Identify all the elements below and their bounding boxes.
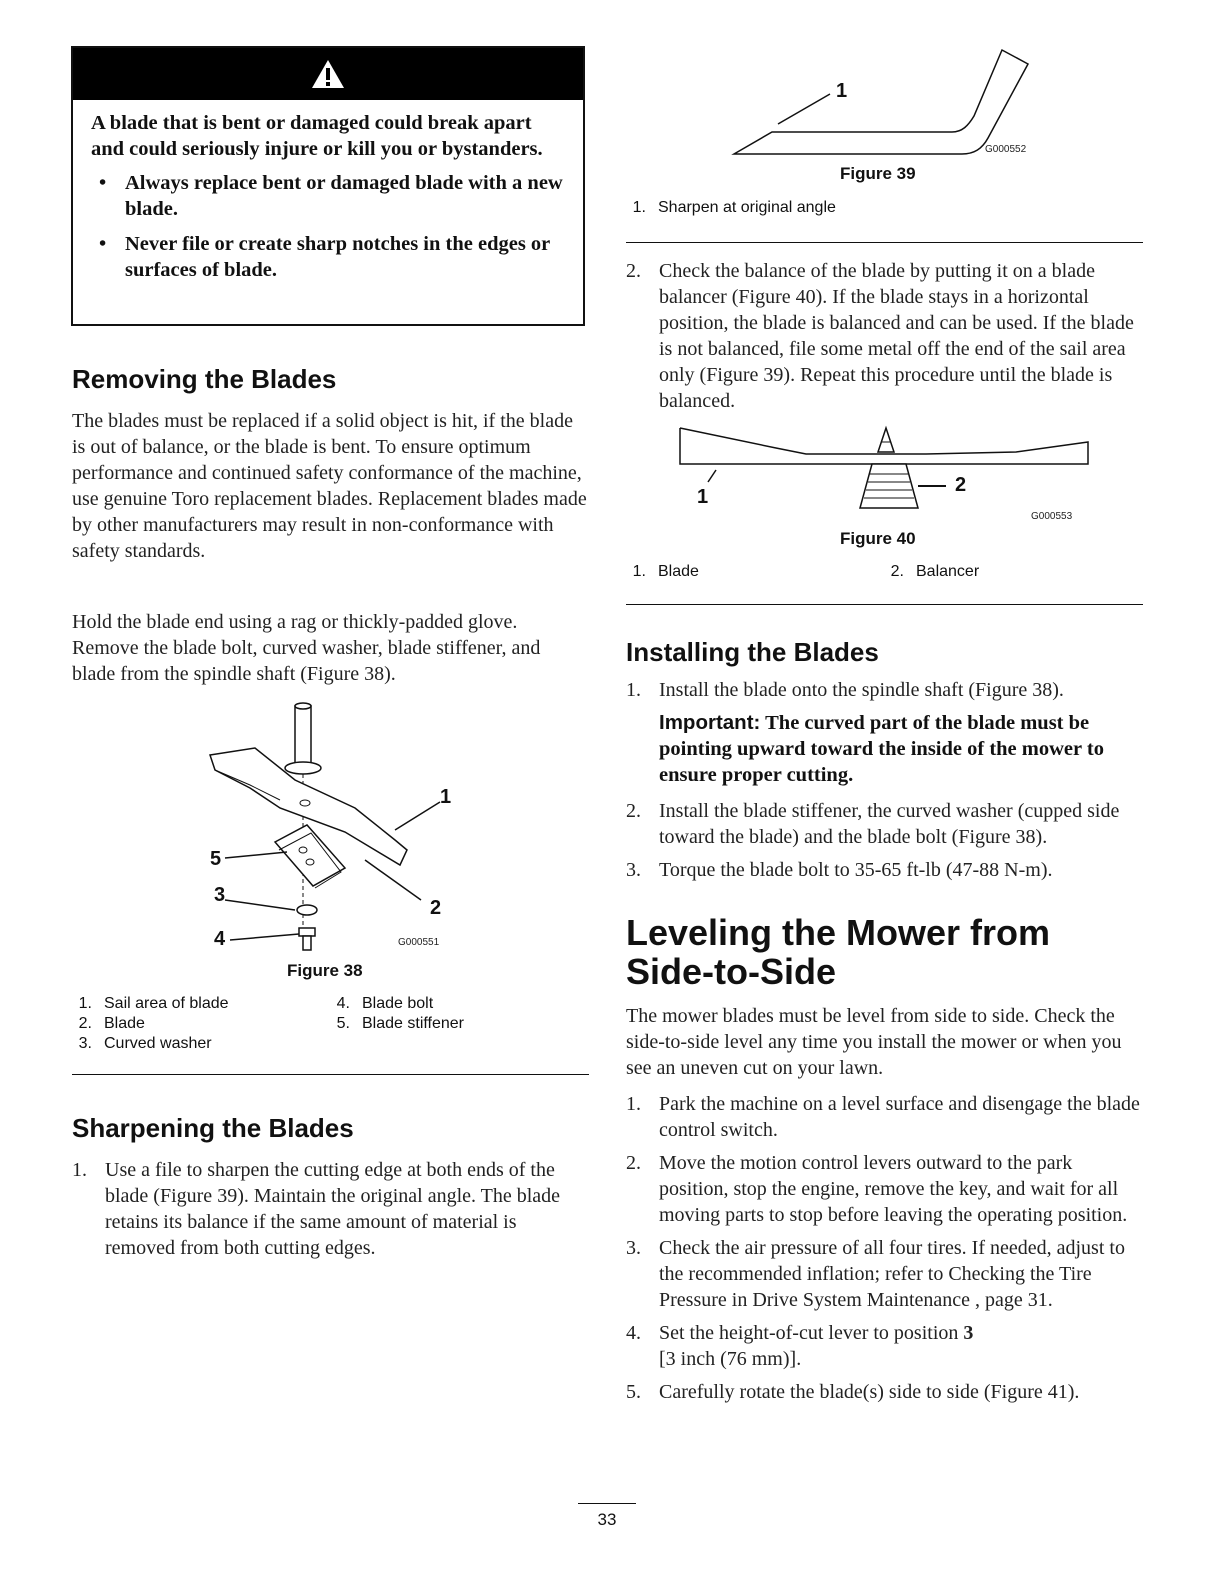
warning-list [91,170,565,283]
sharpening-heading: Sharpening the Blades [72,1113,354,1143]
figure-38-caption: Figure 38 [287,961,363,980]
list-item: 1. Park the machine on a level surface and disengage the blade control switch. [626,1093,1140,1141]
sharpening-steps [72,1157,587,1268]
figure-40-caption: Figure 40 [840,529,916,548]
figure-38-code: G000551 [398,937,440,948]
figure-39-caption: Figure 39 [840,164,916,183]
figure-38-callout-4: 4 [214,928,226,950]
removing-heading: Removing the Blades [72,364,337,394]
warning-triangle-icon [311,59,345,89]
important-label: Important: [659,711,761,734]
figure-40-legend-item-2: 2. Balancer [890,563,980,580]
figure-39-legend: 1. Sharpen at original angle [632,199,836,216]
list-item: 4. Set the height-of-cut lever to position 3 [3 inch (76 mm)]. [626,1322,974,1370]
leveling-section [626,1003,1144,1412]
list-item: 3. Check the air pressure of all four tires. If needed, adjust to the recommended inflation; refer to Checking the Tire Pressure in Drive System Maintenance , page 31. [626,1237,1125,1311]
list-item: 2. Install the blade stiffener, the curved washer (cupped side toward the blade) and the blade bolt (Figure 38). [626,800,1120,848]
warning-bullet: • Always replace bent or damaged blade with a new blade. [91,170,565,222]
divider [626,604,1143,605]
list-item: 1. Use a file to sharpen the cutting edge at both ends of the blade (Figure 39). Maintain the original angle. The blade retains its balance if the same amount of material is removed from both cutting edges. [72,1159,561,1259]
divider [72,1074,589,1075]
installing-heading: Installing the Blades [626,637,879,667]
removing-paragraph-2: Hold the blade end using a rag or thickly-padded glove. Remove the blade bolt, curved washer, blade stiffener, and blade from the spindle shaft (Figure 38). [72,611,541,685]
figure-38-legend-left [72,994,332,1054]
figure-39-code: G000552 [985,144,1027,155]
list-item: 2. Move the motion control levers outward to the park position, stop the engine, remove the key, and wait for all moving parts to stop before leaving the operating position. [626,1152,1128,1226]
list-item: 1. Install the blade onto the spindle shaft (Figure 38). [626,679,1064,701]
warning-intro: A blade that is bent or damaged could break apart and could seriously injure or kill you or bystanders. [91,112,543,160]
legend-item: 4. Blade bolt [336,995,434,1012]
leveling-steps [626,1091,1144,1405]
figure-40-illustration [676,424,1096,516]
removing-paragraph: The blades must be replaced if a solid object is hit, if the blade is out of balance, or the blade is bent. To ensure optimum performance and continued safety conformance of the machine, use genuine Toro replacement blades. Replacement blades made by other manufacturers may result in non-conformance with safety standards. [72,410,587,562]
warning-body [73,100,583,283]
list-item: 2. Check the balance of the blade by putting it on a blade balancer (Figure 40). If the blade stays in a horizontal position, the blade is balanced and can be used. If the blade is not balanced, file some metal off the end of the sail area only (Figure 39). Repeat this procedure until the blade is balanced. [626,260,1134,412]
warning-bullet: • Never file or create sharp notches in the edges or surfaces of blade. [91,231,565,283]
list-item: 5. Carefully rotate the blade(s) side to side (Figure 41). [626,1381,1080,1403]
legend-item: 1. Sail area of blade [78,995,229,1012]
warning-box [71,46,585,326]
legend-item: 5. Blade stiffener [336,1015,464,1032]
figure-38-callout-1: 1 [440,786,452,808]
figure-39-callout-1: 1 [836,80,848,102]
legend-item: 2. Blade [78,1015,145,1032]
installing-section [626,677,1144,890]
list-item: 3. Torque the blade bolt to 35-65 ft-lb (47-88 N-m). [626,859,1053,881]
page-number: 33 [597,1510,617,1529]
legend-item: 3. Curved washer [78,1035,212,1052]
installing-steps [626,677,1144,703]
installing-steps-2 [626,798,1144,883]
figure-40-legend-item-1: 1. Blade [632,563,699,580]
divider [626,242,1143,243]
figure-38-callout-5: 5 [210,848,222,870]
leveling-heading: Leveling the Mower from Side-to-Side [626,912,1051,992]
warning-header [73,48,583,100]
figure-38-legend-right [330,994,570,1034]
leveling-intro: The mower blades must be level from side to side. Check the side-to-side level any time you install the mower or when you see an uneven cut on your lawn. [626,1005,1122,1079]
figure-38-callout-3: 3 [214,884,226,906]
important-text: The curved part of the blade must be pointing upward toward the inside of the mower to ensure proper cutting. [659,712,1104,786]
important-note [626,710,1144,788]
page-number-rule [578,1503,636,1504]
balance-steps [626,258,1144,421]
figure-40-callout-2: 2 [955,474,967,496]
figure-38-callout-2: 2 [430,897,442,919]
figure-40-code: G000553 [1031,511,1073,522]
figure-40-callout-1: 1 [697,486,709,508]
